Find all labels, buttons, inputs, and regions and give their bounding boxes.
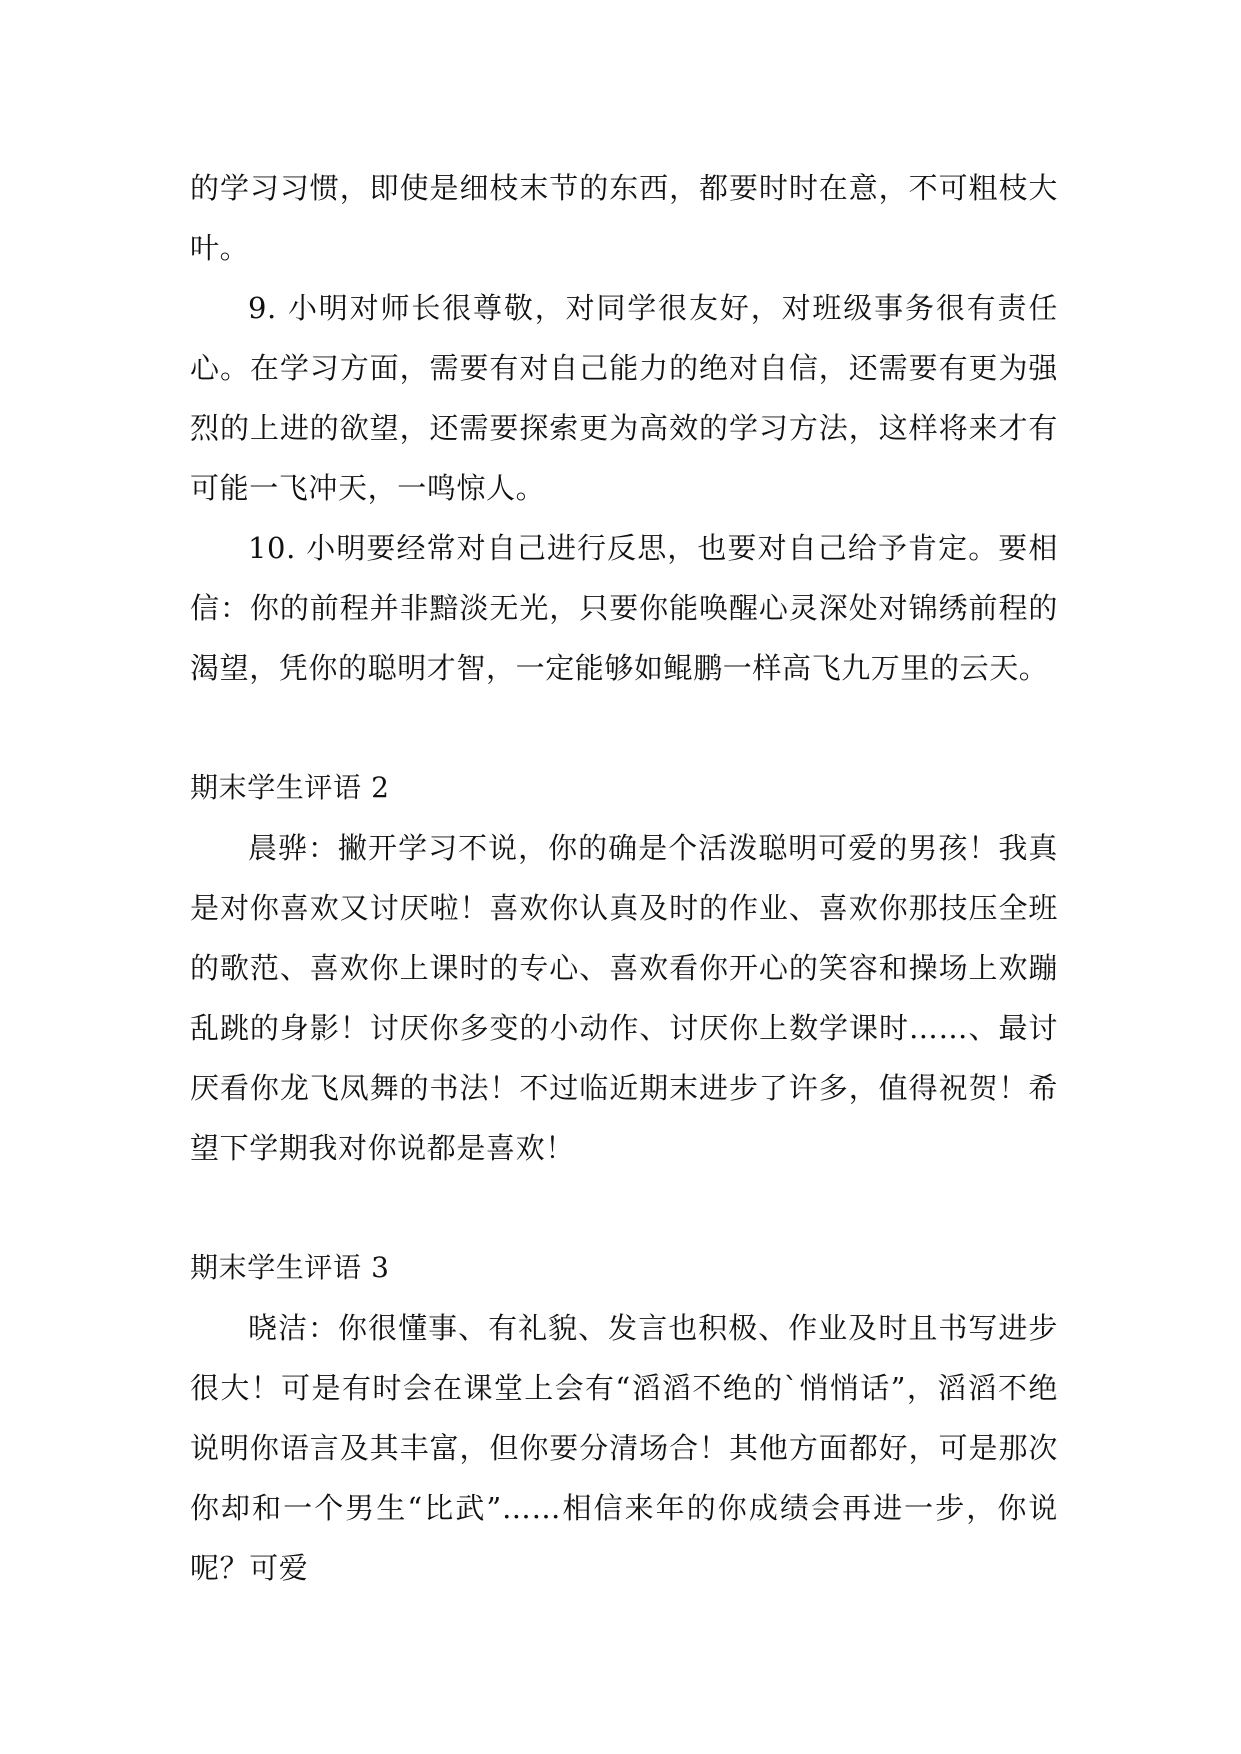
paragraph-item-10: 10. 小明要经常对自己进行反思，也要对自己给予肯定。要相信：你的前程并非黯淡无光，只要你能唤醒心灵深处对锦绣前程的渴望，凭你的聪明才智，一定能够如鲲鹏一样高飞九万里的云天。	[190, 531, 1058, 685]
paragraph-item-9: 9. 小明对师长很尊敬，对同学很友好，对班级事务很有责任心。在学习方面，需要有对自己能力的绝对自信，还需要有更为强烈的上进的欲望，还需要探索更为高效的学习方法，这样将来才有可能一飞冲天，一鸣惊人。	[190, 291, 1058, 505]
paragraph-comment-chenhua: 晨骅：撇开学习不说，你的确是个活泼聪明可爱的男孩！我真是对你喜欢又讨厌啦！喜欢你认真及时的作业、喜欢你那技压全班的歌范、喜欢你上课时的专心、喜欢看你开心的笑容和操场上欢蹦乱跳的身影！讨厌你多变的小动作、讨厌你上数学课时……、最讨厌看你龙飞凤舞的书法！不过临近期末进步了许多，值得祝贺！希望下学期我对你说都是喜欢！	[190, 831, 1058, 1165]
document-body	[190, 158, 1058, 1598]
section-heading-3: 期末学生评语 3	[190, 1251, 390, 1284]
section-heading-2: 期末学生评语 2	[190, 771, 390, 804]
paragraph-comment-xiaojie: 晓洁：你很懂事、有礼貌、发言也积极、作业及时且书写进步很大！可是有时会在课堂上会有“滔滔不绝的`悄悄话”，滔滔不绝说明你语言及其丰富，但你要分清场合！其他方面都好，可是那次你却和一个男生“比武”……相信来年的你成绩会再进一步，你说呢？可爱	[190, 1311, 1058, 1585]
paragraph-continuation: 的学习习惯，即使是细枝末节的东西，都要时时在意，不可粗枝大叶。	[190, 171, 1058, 265]
